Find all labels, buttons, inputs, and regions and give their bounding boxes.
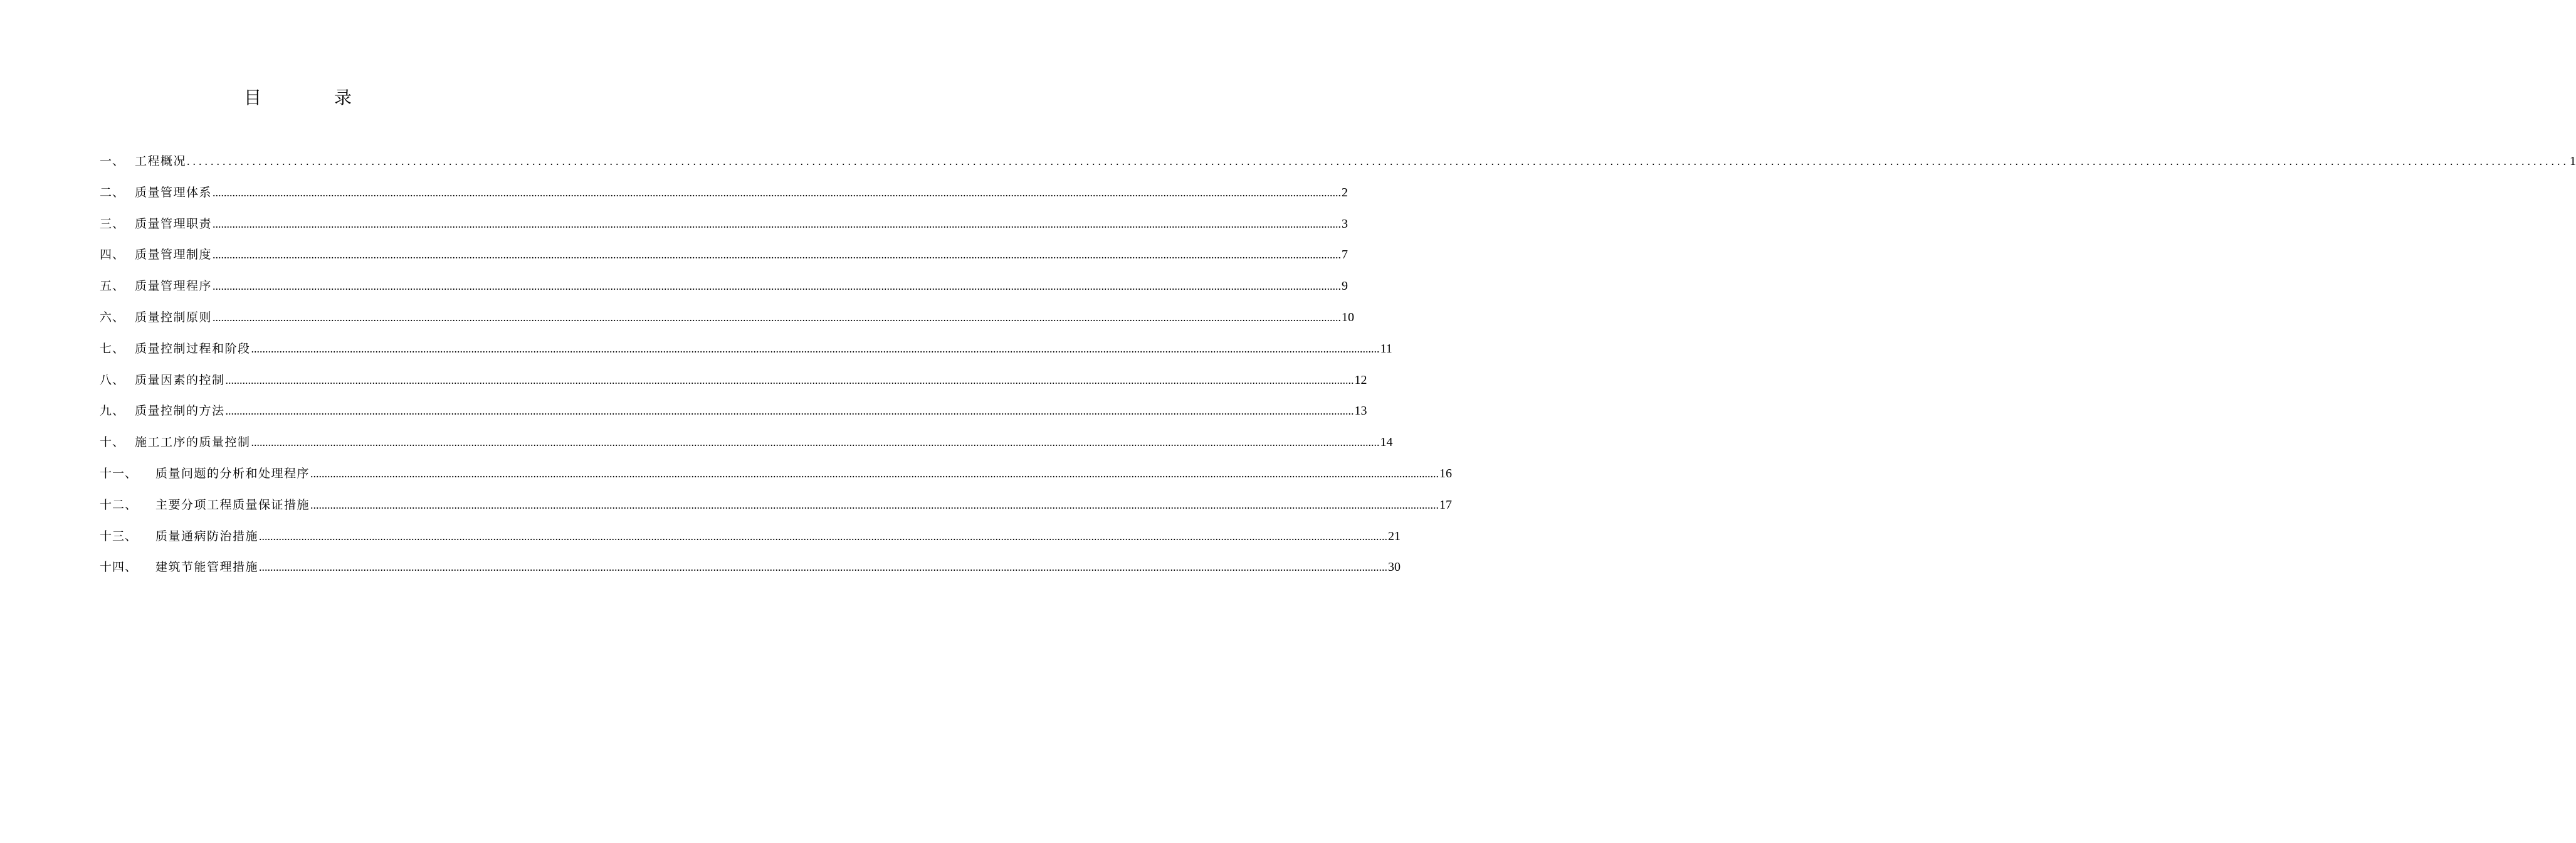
toc-entry[interactable] — [100, 337, 1392, 368]
toc-entry[interactable] — [100, 493, 1453, 524]
toc-entry-title: 质量管理体系 — [135, 185, 213, 199]
toc-entry-title: 质量控制的方法 — [135, 404, 225, 418]
toc-entry-title: 工程概况 — [135, 154, 187, 168]
toc-leader-dots: ................................................................................................................................................................................................................................................................................................................................................................................................................ — [251, 342, 1380, 355]
toc-entry-page-number: 21 — [1388, 529, 1401, 543]
toc-leader-dots: ................................................................................................................................................................................................................................................................................................................................................................................................................ — [213, 248, 1342, 262]
toc-entry[interactable] — [100, 149, 2576, 181]
toc-entry-page-number: 9 — [1342, 279, 1348, 294]
toc-entry-number: 六、 — [100, 310, 125, 324]
toc-entry-number: 二、 — [100, 185, 125, 199]
toc-entry[interactable] — [100, 524, 1401, 556]
toc-entry-page-number: 13 — [1354, 404, 1367, 418]
toc-entry-number: 七、 — [100, 341, 125, 356]
toc-entry-page-number: 11 — [1380, 341, 1392, 356]
toc-entry[interactable] — [100, 243, 1348, 274]
toc-leader-dots: ................................................................................................................................................................................................................................................................................................................................................................................................................ — [251, 436, 1380, 449]
toc-entry-number: 九、 — [100, 404, 125, 418]
toc-entry-page-number: 7 — [1342, 248, 1348, 262]
toc-entry-page-number: 3 — [1342, 216, 1348, 231]
toc-leader-dots: ................................................................................................................................................................................................................................................................................................................................................................................................................ — [310, 467, 1439, 480]
toc-entry-number: 三、 — [100, 216, 125, 231]
toc-entry[interactable] — [100, 430, 1393, 462]
toc-entry[interactable] — [100, 181, 1348, 212]
toc-entry-page-number: 12 — [1354, 373, 1367, 387]
toc-entry[interactable] — [100, 462, 1453, 493]
toc-title — [0, 85, 596, 110]
toc-leader-dots: ................................................................................................................................................................................................................................................................................................................................................................................................................ — [213, 310, 1342, 324]
toc-entry-title: 质量控制过程和阶段 — [135, 341, 251, 356]
toc-entry-number: 十、 — [100, 435, 125, 450]
toc-leader-dots: ................................................................................................................................................................................................................................................................................................................................................................................................................ — [225, 373, 1354, 386]
toc-title-char-1: 目 — [243, 87, 261, 108]
toc-entry-title: 质量管理制度 — [135, 248, 213, 262]
toc-leader-dots: ................................................................................................................................................................................................................................................................................................................................................................................................................ — [259, 561, 1388, 574]
toc-entry-number: 十三、 — [100, 529, 138, 543]
toc-entry[interactable] — [100, 368, 1367, 400]
toc-leader-dots: ................................................................................................................................................................................................................................................................................................................................................................................................................ — [213, 217, 1342, 230]
toc-leader-dots: ................................................................................................................................................................................................................................................................................................................................................................................................................ — [310, 498, 1439, 511]
toc-leader-dots: ................................................................................................................................................................................................................................................................................................................................................................................................................ — [213, 186, 1342, 199]
toc-entry-title: 质量控制原则 — [135, 310, 213, 324]
toc-entry-title: 质量管理程序 — [135, 279, 213, 294]
toc-entry-number: 十二、 — [100, 497, 138, 512]
toc-entry-page-number: 30 — [1388, 560, 1401, 575]
toc-entry-title: 质量问题的分析和处理程序 — [155, 466, 310, 480]
toc-entry-title: 质量通病防治措施 — [155, 529, 259, 543]
toc-entry-title: 建筑节能管理措施 — [155, 560, 259, 575]
toc-entry-number: 五、 — [100, 279, 125, 294]
toc-entry-title: 主要分项工程质量保证措施 — [155, 497, 310, 512]
toc-entry-page-number: 14 — [1380, 435, 1393, 450]
toc-entry[interactable] — [100, 399, 1367, 430]
toc-entry-page-number: 2 — [1342, 185, 1348, 199]
toc-entry-number: 八、 — [100, 373, 125, 387]
toc-entry-page-number: 16 — [1439, 466, 1453, 480]
toc-entry[interactable] — [100, 305, 1355, 337]
toc-entry-page-number: 1 — [2570, 154, 2576, 168]
toc-list — [100, 149, 2576, 586]
toc-entry-number: 四、 — [100, 248, 125, 262]
toc-entry-title: 质量因素的控制 — [135, 373, 225, 387]
toc-title-char-2: 录 — [334, 87, 352, 108]
toc-entry-number: 十一、 — [100, 466, 138, 480]
toc-leader-dots: ................................................................................................................................................................................................................................................................................................................................................................................................................ — [213, 280, 1342, 293]
toc-entry-title: 质量管理职责 — [135, 216, 213, 231]
toc-leader-dots: ................................................................................................................................................................................................................................................................................................................................................................................................................ — [187, 155, 2570, 167]
toc-entry[interactable] — [100, 274, 1348, 305]
toc-leader-dots: ................................................................................................................................................................................................................................................................................................................................................................................................................ — [259, 529, 1388, 543]
toc-entry-number: 十四、 — [100, 560, 138, 575]
toc-entry-page-number: 17 — [1439, 497, 1453, 512]
toc-entry-page-number: 10 — [1342, 310, 1355, 324]
toc-entry[interactable] — [100, 212, 1348, 243]
toc-leader-dots: ................................................................................................................................................................................................................................................................................................................................................................................................................ — [225, 405, 1354, 418]
toc-entry[interactable] — [100, 555, 1401, 586]
toc-entry-number: 一、 — [100, 154, 125, 168]
toc-entry-title: 施工工序的质量控制 — [135, 435, 251, 450]
